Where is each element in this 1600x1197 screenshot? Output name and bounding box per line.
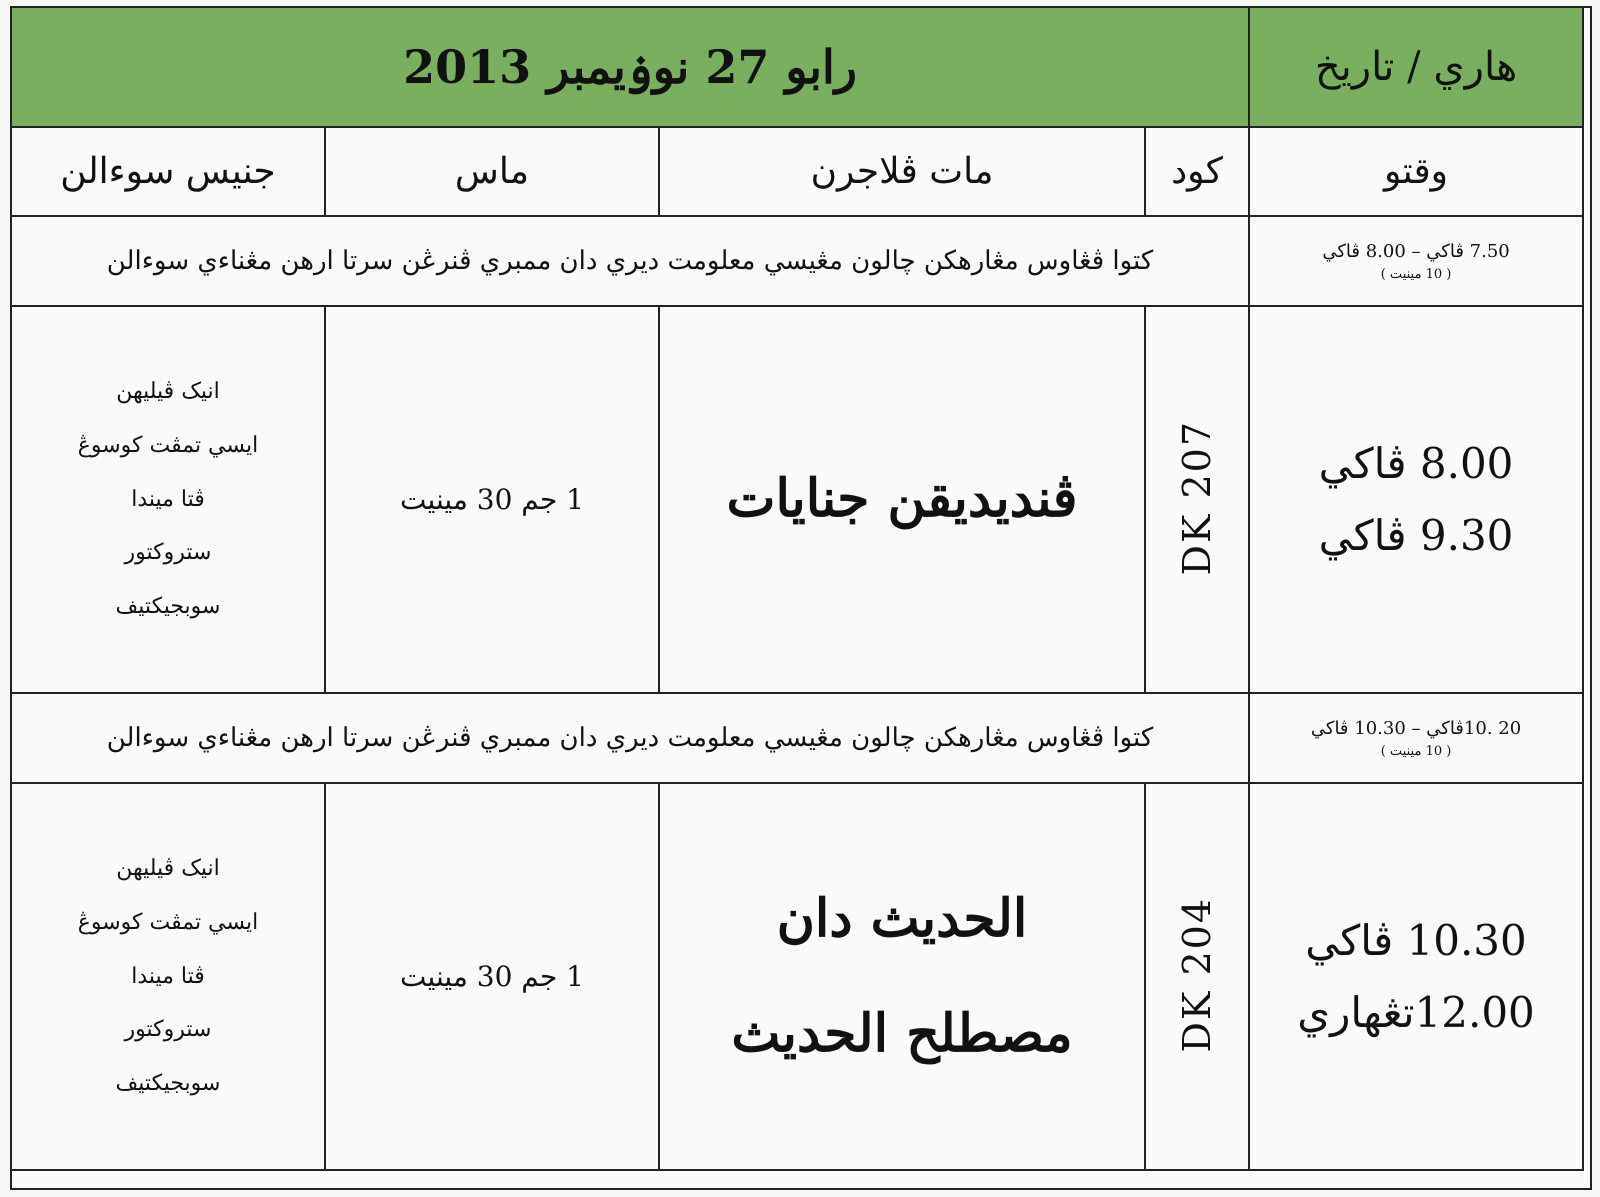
exam-timetable	[10, 6, 1584, 1171]
exam-start-time: 8.00 ڤاکي	[1318, 439, 1514, 489]
break-duration: ( 10 مينيت )	[1380, 266, 1452, 282]
exam-subject: ڤنديديقن جنايات	[726, 468, 1078, 530]
break-note-text: كتوا ڤڠاوس مڠارهكن چالون مڠيسي معلومت ديري دان ممبري ڤنرڠن سرتا ارهن مڠناءي سوءالن	[106, 245, 1154, 276]
time-cell	[1249, 306, 1583, 693]
column-code: كود	[1145, 127, 1249, 216]
question-type: ڤتا ميندا	[131, 486, 205, 512]
column-duration: ماس	[325, 127, 659, 216]
break-time-cell	[1249, 216, 1583, 306]
question-type: ايسي تمڤت کوسوڠ	[77, 432, 259, 458]
break-note	[11, 216, 1249, 306]
subject-cell	[659, 306, 1145, 693]
subject-cell	[659, 783, 1145, 1170]
break-note-text: كتوا ڤڠاوس مڠارهكن چالون مڠيسي معلومت ديري دان ممبري ڤنرڠن سرتا ارهن مڠناءي سوءالن	[106, 722, 1154, 753]
question-type: انيک ڤيليهن	[116, 855, 220, 881]
break-time-cell	[1249, 693, 1583, 783]
question-types-cell	[11, 306, 325, 693]
exam-duration: 1 جم 30 مينيت	[400, 483, 584, 516]
column-time: وقتو	[1249, 127, 1583, 216]
exam-duration: 1 جم 30 مينيت	[400, 960, 584, 993]
header-row	[11, 7, 1583, 127]
break-row-1	[11, 216, 1583, 306]
break-note	[11, 693, 1249, 783]
exam-subject-line-1: الحديث دان	[776, 888, 1028, 950]
exam-start-time: 10.30 ڤاکي	[1305, 916, 1527, 966]
exam-subject-line-2: مصطلح الحديث	[731, 1002, 1073, 1064]
time-cell	[1249, 783, 1583, 1170]
break-time: 20 .10ڤاکي – 10.30 ڤاکي	[1310, 717, 1522, 739]
question-type: سوبجيکتيف	[115, 594, 221, 620]
exam-date: رابو 27 نوۏيمبر 2013	[11, 7, 1249, 127]
date-label: هاري / تاريخ	[1249, 7, 1583, 127]
exam-code: DK 204	[1175, 896, 1220, 1053]
exam-code: DK 207	[1175, 419, 1220, 576]
duration-cell	[325, 783, 659, 1170]
exam-end-time: 12.00تڠهاري	[1297, 987, 1535, 1037]
question-type: انيک ڤيليهن	[116, 378, 220, 404]
question-type: ستروکتور	[124, 540, 212, 566]
column-header-row	[11, 127, 1583, 216]
exam-row-1	[11, 306, 1583, 693]
column-subject: مات ڤلاجرن	[659, 127, 1145, 216]
question-type: ستروکتور	[124, 1017, 212, 1043]
question-type: سوبجيکتيف	[115, 1071, 221, 1097]
exam-row-2	[11, 783, 1583, 1170]
question-type: ڤتا ميندا	[131, 963, 205, 989]
exam-end-time: 9.30 ڤاکي	[1318, 510, 1514, 560]
code-cell	[1145, 306, 1249, 693]
question-types-cell	[11, 783, 325, 1170]
break-row-2	[11, 693, 1583, 783]
code-cell	[1145, 783, 1249, 1170]
duration-cell	[325, 306, 659, 693]
break-time: 7.50 ڤاکي – 8.00 ڤاکي	[1322, 240, 1510, 262]
column-question-types: جنيس سوءالن	[11, 127, 325, 216]
question-type: ايسي تمڤت کوسوڠ	[77, 909, 259, 935]
break-duration: ( 10 مينيت )	[1380, 743, 1452, 759]
